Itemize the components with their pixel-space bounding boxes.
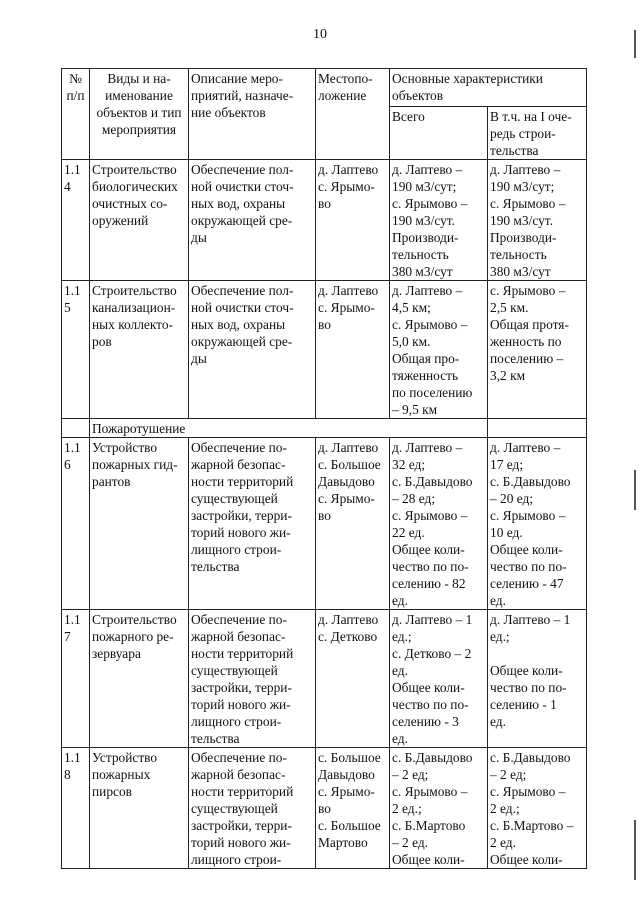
row-first-stage: с. Б.Давыдово – 2 ед; с. Ярымово – 2 ед.; с. Б.Мартово – 2 ед. Общее коли- (488, 748, 587, 869)
table-row (62, 160, 587, 281)
row-description: Обеспечение пол- ной очистки сточ- ных вод, охраны окружающей сре- ды (189, 281, 316, 419)
row-kind: Строительство канализацион- ных коллекто- ров (90, 281, 189, 419)
row-first-stage: д. Лаптево – 17 ед; с. Б.Давыдово – 20 ед; с. Ярымово – 10 ед. Общее коли- чество по по- селению - 47 ед. (488, 438, 587, 610)
row-number: 1.15 (62, 281, 90, 419)
section-title: Пожаротушение (90, 419, 488, 438)
row-description: Обеспечение по- жарной безопас- ности территорий существующей застройки, терри- торий нового жи- лищного строи- тельства (189, 438, 316, 610)
row-location: д. Лаптево с. Ярымо- во (316, 281, 390, 419)
page-number: 10 (313, 27, 327, 42)
row-total: с. Б.Давыдово – 2 ед; с. Ярымово – 2 ед.; с. Б.Мартово – 2 ед. Общее коли- (390, 748, 488, 869)
row-location: с. Большое Давыдово с. Ярымо- во с. Большое Мартово (316, 748, 390, 869)
table-row (62, 281, 587, 419)
scan-edge-mark (634, 820, 636, 880)
row-description: Обеспечение по- жарной безопас- ности территорий существующей застройки, терри- торий нового жи- лищного строи- тельства (189, 610, 316, 748)
header-main-characteristics: Основные характеристики объектов (390, 69, 587, 107)
scan-edge-mark (634, 30, 636, 58)
row-number: 1.17 (62, 610, 90, 748)
row-total: д. Лаптево – 4,5 км; с. Ярымово – 5,0 км. Общая про- тяженность по поселению – 9,5 км (390, 281, 488, 419)
section-row (62, 419, 587, 438)
row-kind: Устройство пожарных пирсов (90, 748, 189, 869)
row-kind: Строительство биологических очистных со- оружений (90, 160, 189, 281)
row-total: д. Лаптево – 190 м3/сут; с. Ярымово – 190 м3/сут. Производи- тельность 380 м3/сут (390, 160, 488, 281)
header-first-stage: В т.ч. на I оче- редь строи- тельства (488, 107, 587, 160)
row-total: д. Лаптево – 1 ед.; с. Детково – 2 ед. Общее коли- чество по по- селению - 3 ед. (390, 610, 488, 748)
table-row (62, 438, 587, 610)
row-kind: Устройство пожарных гид- рантов (90, 438, 189, 610)
row-description: Обеспечение пол- ной очистки сточ- ных вод, охраны окружающей сре- ды (189, 160, 316, 281)
table-row (62, 748, 587, 869)
row-location: д. Лаптево с. Большое Давыдово с. Ярымо- во (316, 438, 390, 610)
scan-edge-mark (634, 470, 636, 510)
plan-table (61, 68, 587, 869)
header-location: Местопо- ложение (316, 69, 390, 160)
row-first-stage: д. Лаптево – 1 ед.; Общее коли- чество по по- селению - 1 ед. (488, 610, 587, 748)
header-kind: Виды и на- именование объектов и тип мероприятия (90, 69, 189, 160)
header-total: Всего (390, 107, 488, 160)
row-first-stage: д. Лаптево – 190 м3/сут; с. Ярымово – 190 м3/сут. Производи- тельность 380 м3/сут (488, 160, 587, 281)
row-number: 1.16 (62, 438, 90, 610)
row-number: 1.18 (62, 748, 90, 869)
row-first-stage: с. Ярымово – 2,5 км. Общая протя- женность по поселению – 3,2 км (488, 281, 587, 419)
row-kind: Строительство пожарного ре- зервуара (90, 610, 189, 748)
row-description: Обеспечение по- жарной безопас- ности территорий существующей застройки, терри- торий нового жи- лищного строи- (189, 748, 316, 869)
row-number: 1.14 (62, 160, 90, 281)
row-location: д. Лаптево с. Детково (316, 610, 390, 748)
row-location: д. Лаптево с. Ярымо- во (316, 160, 390, 281)
header-number: № п/п (62, 69, 90, 160)
table-row (62, 610, 587, 748)
header-description: Описание меро- приятий, назначе- ние объектов (189, 69, 316, 160)
row-total: д. Лаптево – 32 ед; с. Б.Давыдово – 28 ед; с. Ярымово – 22 ед. Общее коли- чество по по- селению - 82 ед. (390, 438, 488, 610)
